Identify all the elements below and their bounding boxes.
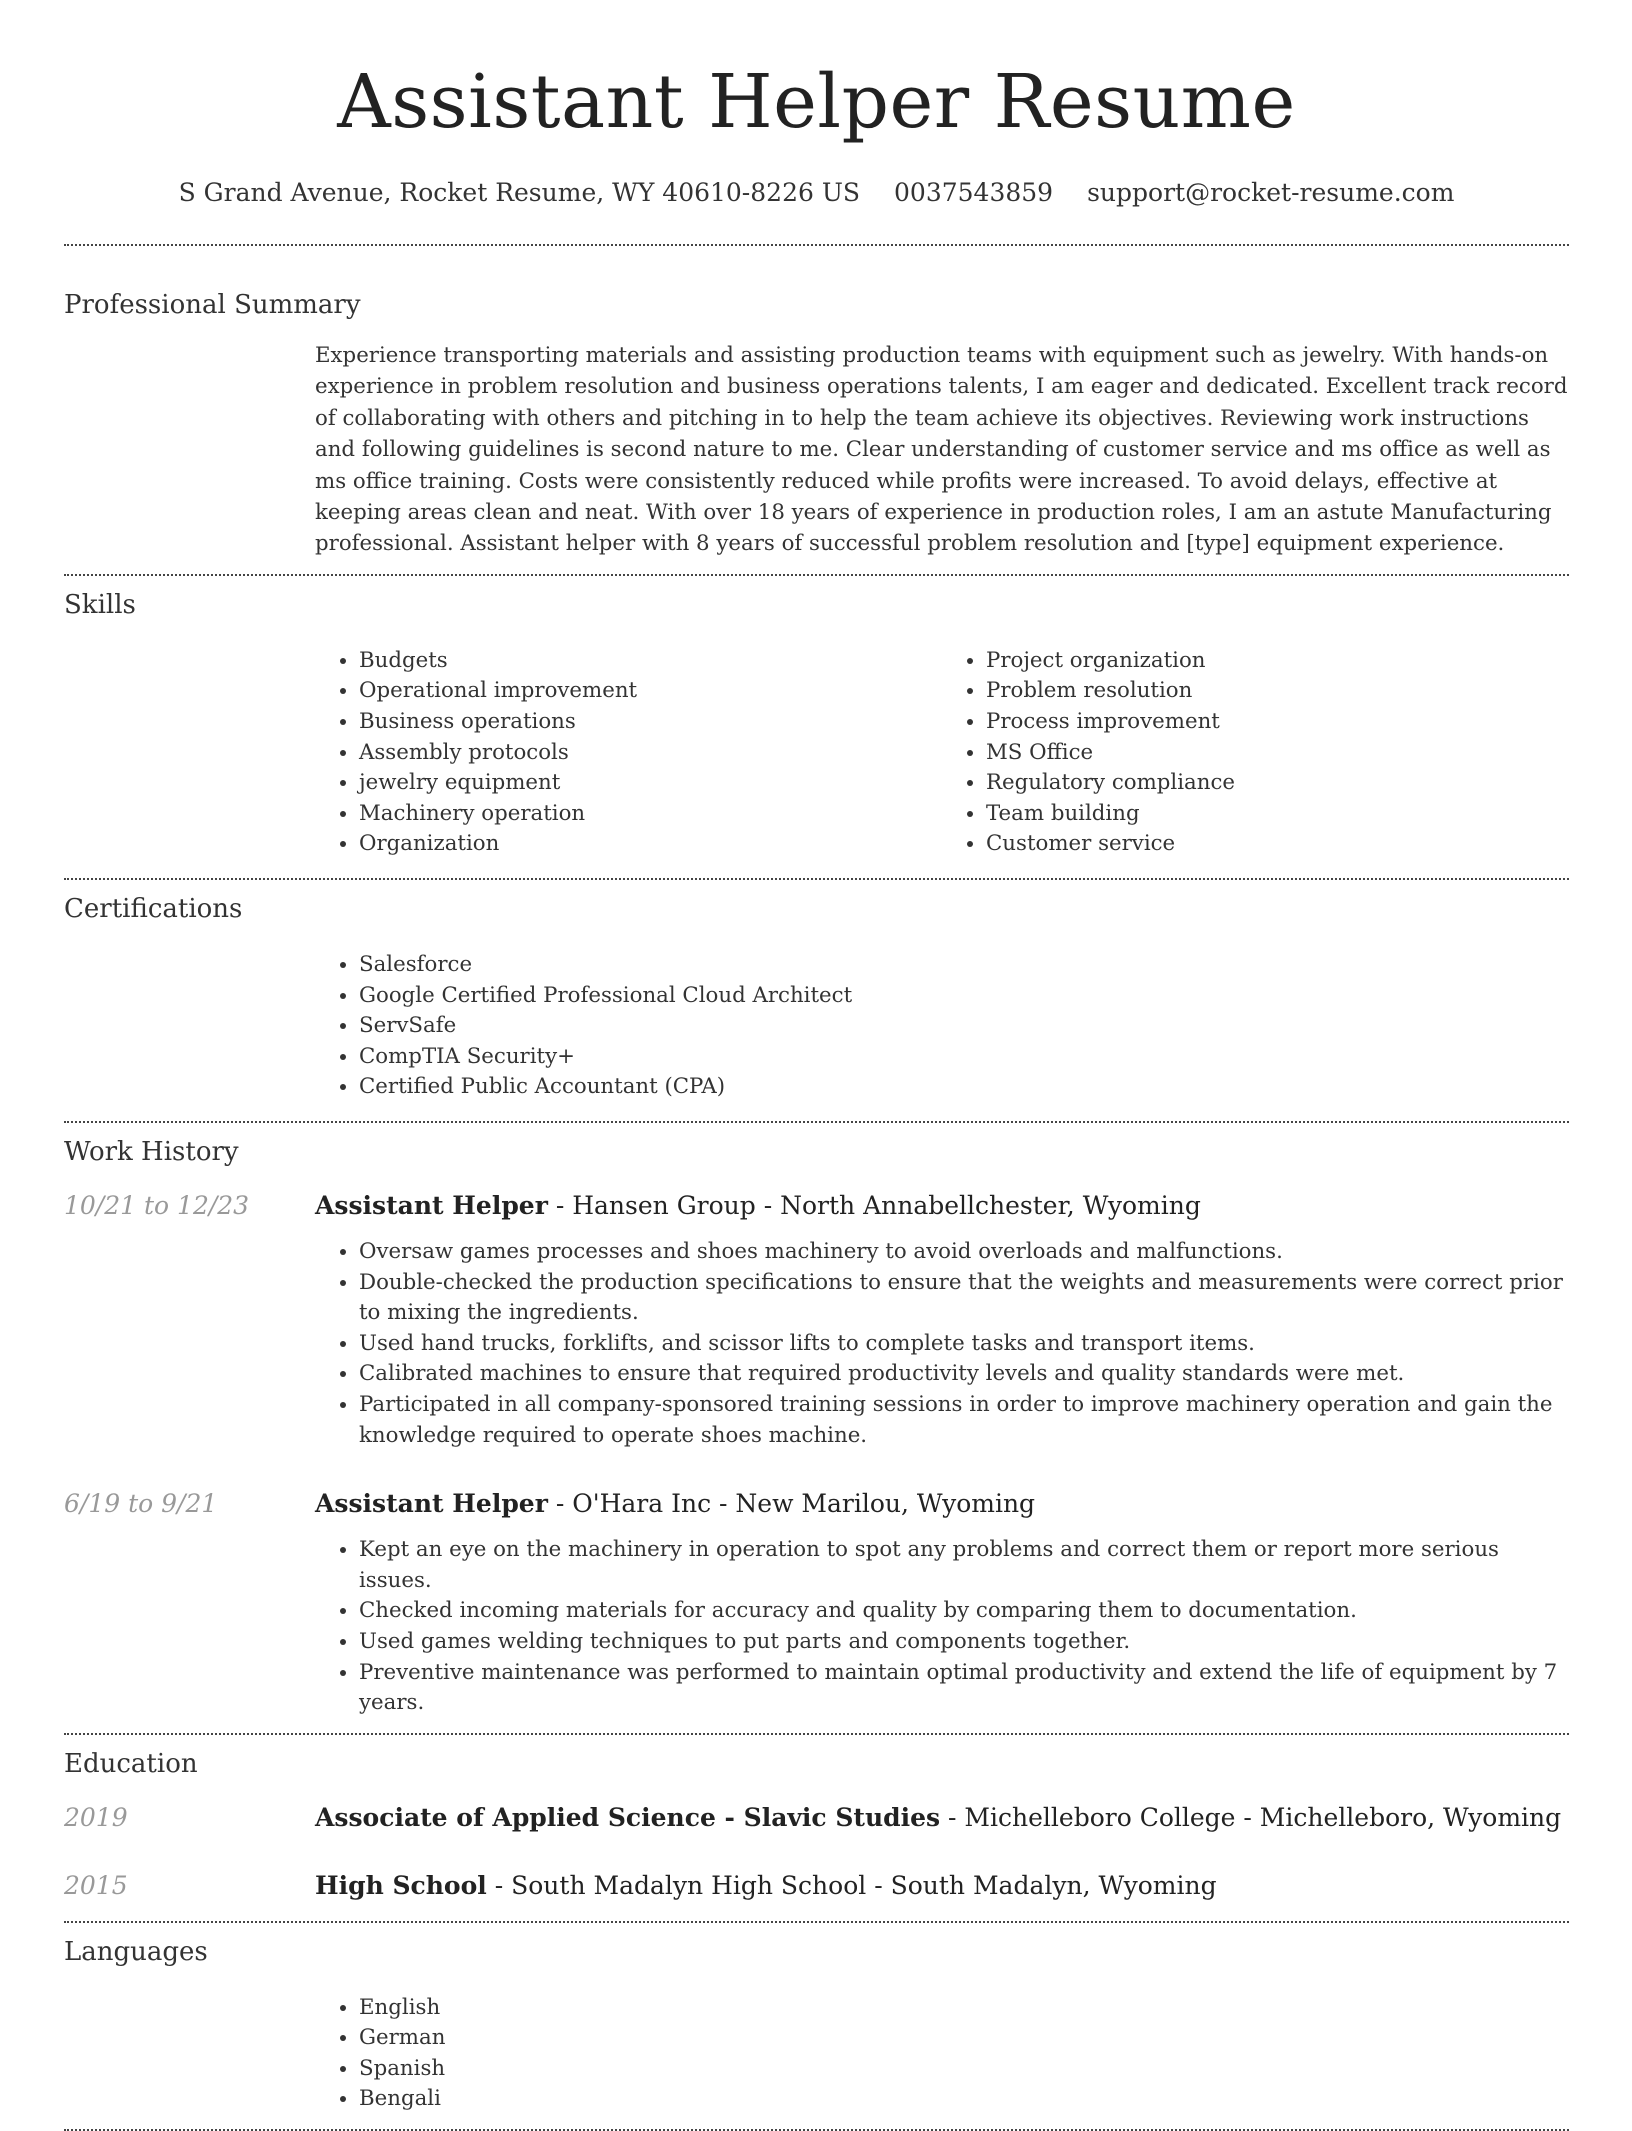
list-item: • MS Office — [986, 738, 1569, 769]
resume-content — [64, 0, 1569, 2131]
list-item: • Machinery operation — [359, 799, 942, 830]
job-title-line — [315, 1189, 1569, 1223]
list-item: • Used games welding techniques to put parts and components together. — [359, 1627, 1569, 1658]
list-item: • Problem resolution — [986, 676, 1569, 707]
education-year: 2019 — [64, 1802, 128, 1832]
list-item: • Google Certified Professional Cloud Architect — [359, 981, 1569, 1012]
list-item: • Oversaw games processes and shoes machinery to avoid overloads and malfunctions. — [359, 1237, 1569, 1268]
education-year: 2015 — [64, 1870, 128, 1900]
list-item: • Double-checked the production specifications to ensure that the weights and measurements were correct prior to mixing the ingredients. — [359, 1268, 1569, 1329]
list-item: • Participated in all company-sponsored training sessions in order to improve machinery operation and gain the knowledge required to operate shoes machine. — [359, 1390, 1569, 1451]
job-dates: 10/21 to 12/23 — [64, 1190, 250, 1220]
section-heading-work: Work History — [64, 1136, 239, 1167]
languages-list — [315, 1993, 1569, 2115]
section-heading-education: Education — [64, 1748, 198, 1779]
list-item: • Spanish — [359, 2054, 1569, 2085]
list-item: • Certified Public Accountant (CPA) — [359, 1072, 1569, 1103]
section-work-history — [64, 1123, 1569, 1733]
list-item: • Operational improvement — [359, 676, 942, 707]
list-item: • CompTIA Security+ — [359, 1042, 1569, 1073]
job-details: - Hansen Group - North Annabellchester, Wyoming — [547, 1190, 1201, 1220]
job-entry — [64, 1487, 1569, 1719]
list-item: • Salesforce — [359, 950, 1569, 981]
certifications-list — [315, 950, 1569, 1103]
job-title-line — [315, 1487, 1569, 1521]
list-item: • Checked incoming materials for accuracy and quality by comparing them to documentation. — [359, 1596, 1569, 1627]
section-summary — [64, 246, 1569, 574]
job-details: - O'Hara Inc - New Marilou, Wyoming — [547, 1489, 1036, 1519]
skills-list-left — [315, 646, 942, 860]
education-degree: High School — [315, 1870, 487, 1900]
section-heading-languages: Languages — [64, 1936, 208, 1967]
job-role: Assistant Helper — [315, 1489, 548, 1519]
contact-email: support@rocket-resume.com — [1087, 178, 1455, 207]
section-skills — [64, 576, 1569, 878]
education-degree: Associate of Applied Science - Slavic Studies — [315, 1802, 941, 1832]
page-title: Assistant Helper Resume — [337, 59, 1296, 145]
section-heading-skills: Skills — [64, 589, 136, 620]
job-dates: 6/19 to 9/21 — [64, 1489, 218, 1519]
list-item: • Business operations — [359, 707, 942, 738]
education-line — [315, 1801, 1569, 1835]
list-item: • Organization — [359, 829, 942, 860]
list-item: • Regulatory compliance — [986, 768, 1569, 799]
list-item: • German — [359, 2023, 1569, 2054]
contact-line — [64, 176, 1569, 210]
section-certifications — [64, 880, 1569, 1121]
list-item: • Kept an eye on the machinery in operation to spot any problems and correct them or report more serious issues. — [359, 1535, 1569, 1596]
list-item: • Customer service — [986, 829, 1569, 860]
list-item: • ServSafe — [359, 1011, 1569, 1042]
list-item: • Budgets — [359, 646, 942, 677]
section-heading-summary: Professional Summary — [64, 290, 361, 320]
education-details: - South Madalyn High School - South Madalyn, Wyoming — [486, 1870, 1217, 1900]
list-item: • Assembly protocols — [359, 738, 942, 769]
list-item: • Calibrated machines to ensure that required productivity levels and quality standards were met. — [359, 1359, 1569, 1390]
list-item: • Preventive maintenance was performed to maintain optimal productivity and extend the life of equipment by 7 years. — [359, 1658, 1569, 1719]
section-languages — [64, 1923, 1569, 2129]
education-details: - Michelleboro College - Michelleboro, Wyoming — [940, 1802, 1562, 1832]
job-bullets — [315, 1535, 1569, 1719]
list-item: • Team building — [986, 799, 1569, 830]
summary-text: Experience transporting materials and assisting production teams with equipment such as jewelry. With hands-on experience in problem resolution and business operations talents, I am eager and dedicated. Excellent track record of collaborating with others and pitching in to help the team achieve its objectives. Reviewing work instructions and following guidelines is second nature to me. Clear understanding of customer service and ms office as well as ms office training. Costs were consistently reduced while profits were increased. To avoid delays, effective at keeping areas clean and neat. With over 18 years of experience in production roles, I am an astute Manufacturing professional. Assistant helper with 8 years of successful problem resolution and [type] equipment experience. — [315, 343, 1568, 557]
list-item: • Project organization — [986, 646, 1569, 677]
contact-phone: 0037543859 — [894, 178, 1054, 207]
contact-address: S Grand Avenue, Rocket Resume, WY 40610-8226 US — [178, 178, 861, 207]
job-bullets — [315, 1237, 1569, 1451]
section-education — [64, 1735, 1569, 1921]
list-item: • jewelry equipment — [359, 768, 942, 799]
list-item: • Used hand trucks, forklifts, and scissor lifts to complete tasks and transport items. — [359, 1329, 1569, 1360]
list-item: • Bengali — [359, 2084, 1569, 2115]
job-entry — [64, 1189, 1569, 1451]
list-item: • English — [359, 1993, 1569, 2024]
job-role: Assistant Helper — [315, 1190, 548, 1220]
education-entry — [64, 1801, 1569, 1835]
skills-list-right — [942, 646, 1569, 860]
education-entry — [64, 1869, 1569, 1903]
education-line — [315, 1869, 1569, 1903]
section-heading-certifications: Certifications — [64, 894, 243, 924]
list-item: • Process improvement — [986, 707, 1569, 738]
